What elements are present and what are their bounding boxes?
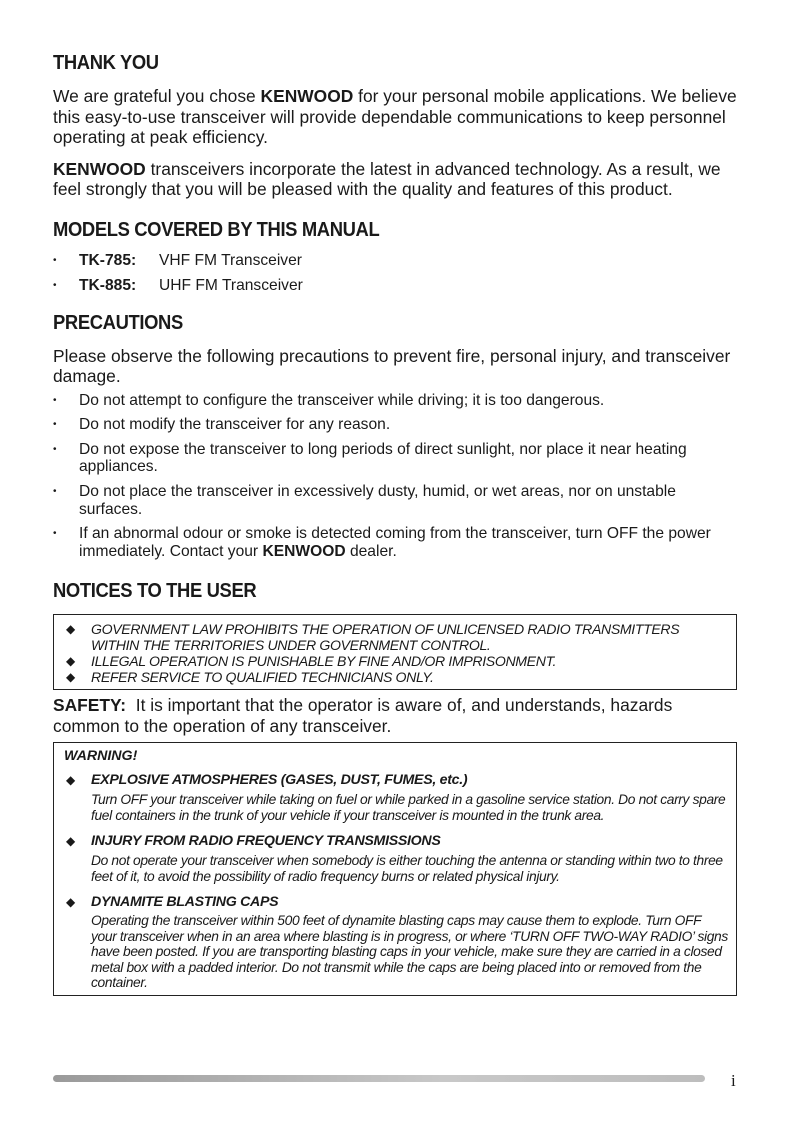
diamond-bullet-icon: ◆ <box>66 834 76 849</box>
precaution-text: Do not expose the transceiver to long periods of direct sunlight, nor place it near heating appliances. <box>79 440 687 476</box>
precautions-list <box>53 392 737 561</box>
thank-you-heading: THANK YOU <box>53 52 159 74</box>
bullet-dot-icon: • <box>53 443 57 455</box>
diamond-bullet-icon: ◆ <box>66 773 76 788</box>
notice-text: REFER SERVICE TO QUALIFIED TECHNICIANS ONLY. <box>91 669 434 686</box>
thank-you-p1-text-after: for your personal mobile applications. We believe this easy-to-use transceiver will provide dependable communications to keep personnel operating at peak efficiency. <box>53 86 737 147</box>
page-number: i <box>731 1071 736 1090</box>
bullet-dot-icon: • <box>53 394 57 406</box>
list-item <box>53 392 737 410</box>
warning-box <box>53 742 737 996</box>
list-item <box>53 525 737 560</box>
bullet-dot-icon: • <box>53 254 57 266</box>
bullet-dot-icon: • <box>53 280 57 292</box>
safety-paragraph <box>53 695 737 736</box>
bullet-dot-icon: • <box>53 528 57 540</box>
model-description: UHF FM Transceiver <box>159 277 303 295</box>
safety-label: SAFETY: <box>53 695 127 716</box>
model-description: VHF FM Transceiver <box>159 251 302 269</box>
bullet-dot-icon: • <box>53 486 57 498</box>
precaution-text-end: dealer. <box>345 542 397 560</box>
notices-box <box>53 614 737 690</box>
warning-item-text: Do not operate your transceiver when somebody is either touching the antenna or standing within two to three feet of it, to avoid the possibility of radio frequency burns or related physical injury. <box>91 853 723 884</box>
notices-heading: NOTICES TO THE USER <box>53 580 257 603</box>
model-code: TK-885: <box>79 277 137 295</box>
list-item <box>53 441 737 476</box>
list-item <box>53 483 737 518</box>
warning-item <box>64 832 728 884</box>
warning-title: WARNING! <box>64 748 138 765</box>
notice-text: ILLEGAL OPERATION IS PUNISHABLE BY FINE AND/OR IMPRISONMENT. <box>91 653 557 670</box>
diamond-bullet-icon: ◆ <box>66 895 76 910</box>
list-item <box>53 252 737 270</box>
models-list <box>53 252 737 295</box>
notice-item <box>62 669 728 685</box>
diamond-bullet-icon: ◆ <box>66 670 75 685</box>
model-code: TK-785: <box>79 251 137 269</box>
notice-text: GOVERNMENT LAW PROHIBITS THE OPERATION OF UNLICENSED RADIO TRANSMITTERS WITHIN THE TERRITORIES UNDER GOVERNMENT CONTROL. <box>91 621 680 654</box>
manual-page <box>53 50 737 996</box>
models-heading: MODELS COVERED BY THIS MANUAL <box>53 218 380 241</box>
brand-name: KENWOOD <box>53 158 146 179</box>
safety-text: It is important that the operator is aware of, and understands, hazards common to the operation of any transceiver. <box>53 695 678 736</box>
warning-item-heading: EXPLOSIVE ATMOSPHERES (GASES, DUST, FUMES, etc.) <box>91 772 468 789</box>
brand-name: KENWOOD <box>260 86 354 106</box>
diamond-bullet-icon: ◆ <box>66 622 75 637</box>
bullet-dot-icon: • <box>53 419 57 431</box>
warning-item-heading: INJURY FROM RADIO FREQUENCY TRANSMISSIONS <box>91 833 441 850</box>
precaution-text: Do not attempt to configure the transceiver while driving; it is too dangerous. <box>79 391 605 409</box>
precaution-text: Do not place the transceiver in excessively dusty, humid, or wet areas, nor on unstable surfaces. <box>79 483 676 518</box>
footer-rule <box>53 1075 705 1082</box>
list-item <box>53 416 737 434</box>
brand-name: KENWOOD <box>262 542 346 560</box>
thank-you-paragraph-1 <box>53 86 737 148</box>
thank-you-p1-text-before: We are grateful you chose <box>53 86 261 106</box>
list-item <box>53 277 737 295</box>
notice-item <box>62 653 728 669</box>
notice-item <box>62 621 728 653</box>
precaution-text: Do not modify the transceiver for any reason. <box>79 416 391 434</box>
thank-you-p2-text: transceivers incorporate the latest in advanced technology. As a result, we feel strongly that you will be pleased with the quality and features of this product. <box>53 158 721 199</box>
warning-item-heading: DYNAMITE BLASTING CAPS <box>91 894 279 911</box>
warning-item <box>64 893 728 991</box>
warning-item-text: Operating the transceiver within 500 feet of dynamite blasting caps may cause them to explode. Turn OFF your transceiver when in an area where blasting is in progress, or where ‘TURN OFF TWO-WAY RADIO’ signs have been posted. If you are transporting blasting caps in your vehicle, make sure they are carried in a closed metal box with a padded interior. Do not transmit while the caps are being placed into or removed from the container. <box>91 913 728 991</box>
precaution-text: If an abnormal odour or smoke is detected coming from the transceiver, turn OFF the power immediately. Contact your <box>79 525 711 560</box>
warning-item-text: Turn OFF your transceiver while taking on fuel or while parked in a gasoline service station. Do not carry spare fuel containers in the trunk of your vehicle if your transceiver is mounted in the trunk area. <box>91 792 726 823</box>
thank-you-paragraph-2 <box>53 159 737 200</box>
diamond-bullet-icon: ◆ <box>66 654 75 669</box>
warning-item <box>64 771 728 823</box>
precautions-heading: PRECAUTIONS <box>53 311 183 334</box>
precautions-intro: Please observe the following precautions to prevent fire, personal injury, and transceiver damage. <box>53 345 731 387</box>
